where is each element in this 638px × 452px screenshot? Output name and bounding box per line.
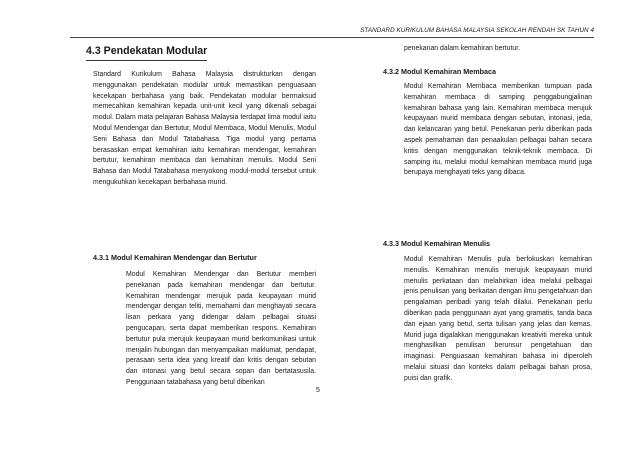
running-header: STANDARD KURIKULUM BAHASA MALAYSIA SEKOLAH RENDAH SK TAHUN 4: [360, 27, 594, 34]
page-number: 5: [316, 387, 320, 394]
section-title: 4.3 Pendekatan Modular: [86, 45, 208, 57]
intro-paragraph: Standard Kurikulum Bahasa Malaysia distrukturkan dengan menggunakan pendekatan modular untuk memastikan penguasaan kecekapan berbahasa yang baik. Pendekatan modular bermaksud memecahkan kemahiran kepada unit-unit kecil yang dikenali sebagai modul. Dalam mata pelajaran Bahasa Malaysia terdapat lima modul iaitu Modul Mendengar dan Bertutur, Modul Membaca, Modul Menulis, Modul Seni Bahasa dan Modul Tatabahasa. Tiga modul yang pertama berasaskan empat kemahiran iaitu kemahiran mendengar, kemahiran bertutur, kemahiran membaca dan kemahiran menulis. Modul Seni Bahasa dan Modul Tatabahasa menyokong modul-modul tersebut untuk mengukuhkan kecekapan berbahasa murid.: [93, 71, 316, 186]
header-rule: [70, 37, 594, 38]
subsection-2-paragraph: Modul Kemahiran Membaca memberikan tumpuan pada kemahiran membaca di samping penggabungjalinan kemahiran bahasa yang lain. Kemahiran membaca merujuk keupayaan murid membaca dengan sebutan, intonasi, jeda, dan kelancaran yang betul. Penekanan perlu diberikan pada aspek pemahaman dan penaakulan pelbagai bahan secara kritis dengan menggunakan teknik-teknik membaca. Di samping itu, melalui modul kemahiran membaca murid juga berupaya menghayati teks yang dibaca.: [404, 83, 592, 177]
subsection-3-title: 4.3.3 Modul Kemahiran Menulis: [383, 239, 491, 248]
subsection-2-title: 4.3.2 Modul Kemahiran Membaca: [383, 67, 497, 76]
subsection-3-paragraph: Modul Kemahiran Menulis pula berfokuskan kemahiran menulis. Kemahiran menulis merujuk keupayaan murid menulis perkataan dan melahirkan idea melalui pelbagai jenis penulisan yang berkaitan dengan ilmu pengetahuan dan pengalaman peribadi yang telah dilalui. Penekanan perlu diberikan pada penggunaan ayat yang gramatis, tanda baca dan ejaan yang betul, serta tulisan yang jelas dan kemas. Murid juga digalakkan menggunakan kreativiti mereka untuk menghasilkan penulisan berunsur pengetahuan dan imaginasi. Penguasaan kemahiran bahasa ini diperoleh melalui situasi dan konteks dalam pelbagai bahan prosa, puisi dan grafik.: [404, 256, 592, 382]
subsection-1-paragraph: Modul Kemahiran Mendengar dan Bertutur memberi penekanan pada kemahiran mendengar dan bertutur. Kemahiran mendengar merujuk pada keupayaan murid mendengar dengan teliti, memahami dan menghayati secara lisan perkara yang didengar dalam pelbagai situasi pengucapan, serta dapat memberikan respons. Kemahiran bertutur pula merujuk keupayaan murid berkomunikasi untuk menjalin hubungan dan menyampaikan maklumat, pendapat, perasaan serta idea yang kreatif dan kritis dengan sebutan dan intonasi yang betul secara sopan dan bertatasusila. Penggunaan tatabahasa yang betul diberikan: [126, 271, 316, 386]
subsection-1-title: 4.3.1 Modul Kemahiran Mendengar dan Bertutur: [93, 253, 257, 262]
continuation-text: penekanan dalam kemahiran bertutur.: [404, 45, 521, 52]
